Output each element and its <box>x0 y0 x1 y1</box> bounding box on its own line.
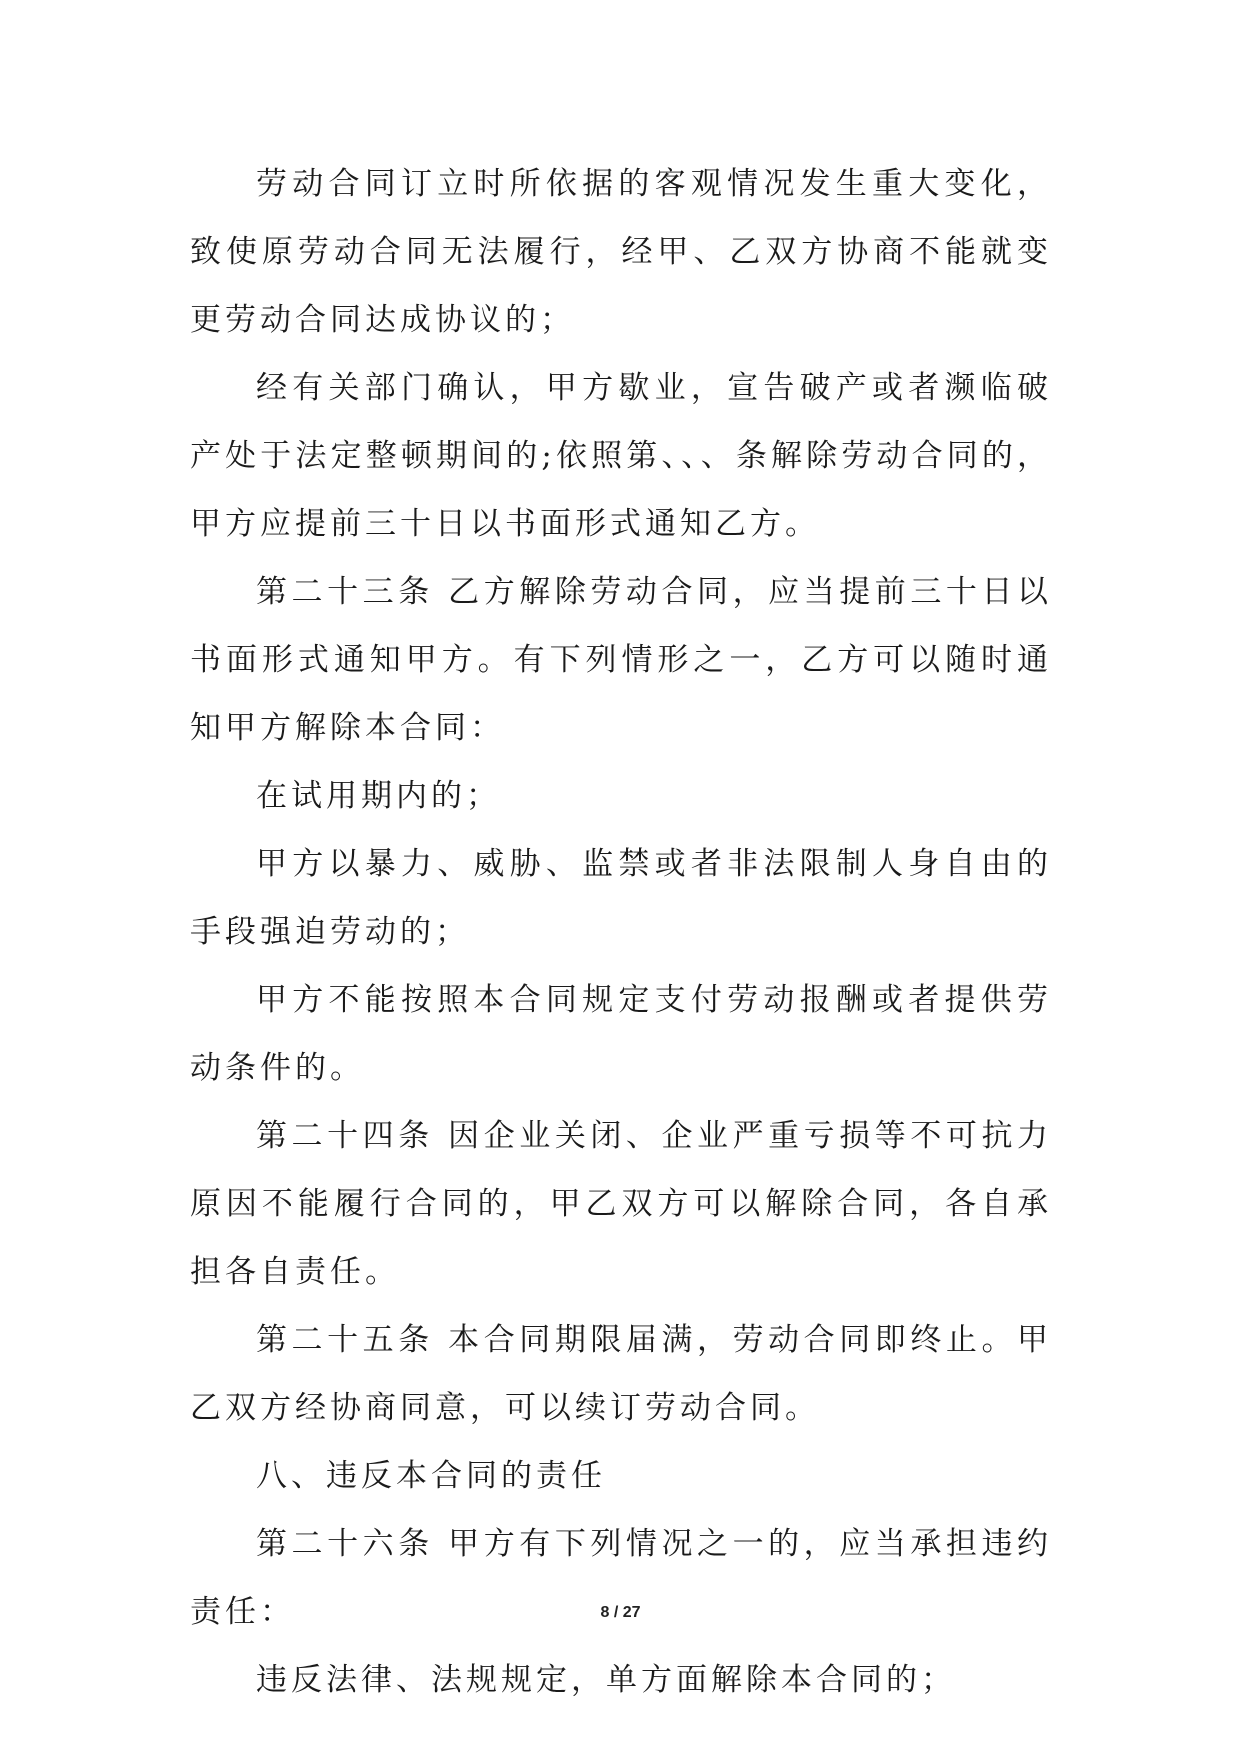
paragraph: 劳动合同订立时所依据的客观情况发生重大变化，致使原劳动合同无法履行，经甲、乙双方协商不能就变更劳动合同达成协议的； <box>190 166 1052 338</box>
paragraph: 第二十四条 因企业关闭、企业严重亏损等不可抗力原因不能履行合同的，甲乙双方可以解除合同，各自承担各自责任。 <box>190 1118 1052 1290</box>
page-number: 8 / 27 <box>600 1604 641 1621</box>
paragraph: 第二十六条 甲方有下列情况之一的，应当承担违约责任： <box>190 1526 1052 1630</box>
paragraph: 第二十五条 本合同期限届满，劳动合同即终止。甲乙双方经协商同意，可以续订劳动合同。 <box>190 1322 1052 1426</box>
paragraph: 第二十三条 乙方解除劳动合同，应当提前三十日以书面形式通知甲方。有下列情形之一，乙方可以随时通知甲方解除本合同： <box>190 574 1052 746</box>
document-body <box>190 150 1052 1714</box>
paragraph: 经有关部门确认，甲方歇业，宣告破产或者濒临破产处于法定整顿期间的;依照第、、、条解除劳动合同的，甲方应提前三十日以书面形式通知乙方。 <box>190 370 1052 542</box>
paragraph: 甲方不能按照本合同规定支付劳动报酬或者提供劳动条件的。 <box>190 982 1052 1086</box>
paragraph: 在试用期内的； <box>256 778 501 814</box>
paragraph: 甲方以暴力、威胁、监禁或者非法限制人身自由的手段强迫劳动的； <box>190 846 1052 950</box>
paragraph: 违反法律、法规规定，单方面解除本合同的； <box>256 1662 956 1698</box>
section-heading: 八、违反本合同的责任 <box>256 1458 606 1494</box>
